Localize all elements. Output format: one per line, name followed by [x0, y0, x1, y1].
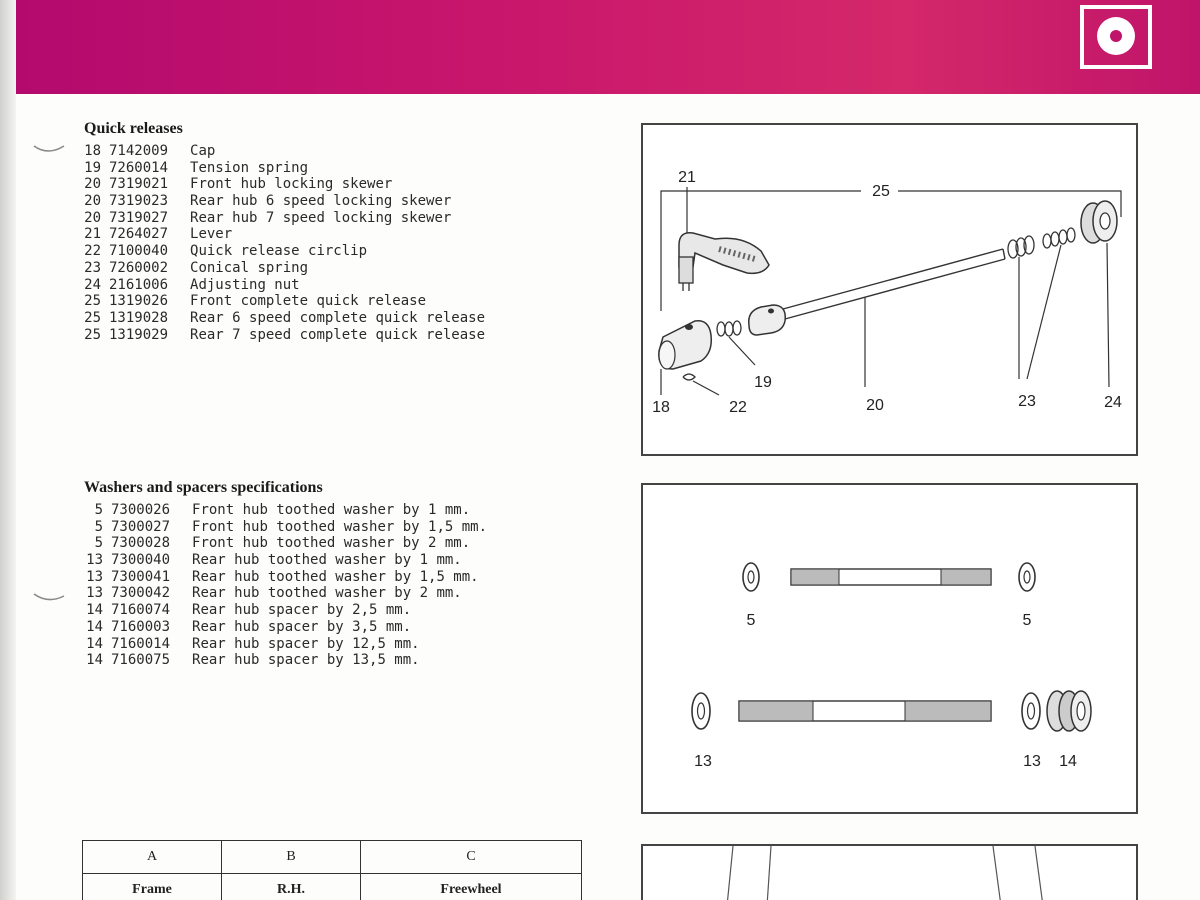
part-reference-number: 24 — [84, 276, 101, 293]
table-header-c: C — [361, 841, 582, 874]
list-item — [84, 519, 487, 536]
part-code: 7100040 — [109, 243, 169, 260]
label-19: 19 — [754, 374, 772, 391]
label-14: 14 — [1059, 753, 1077, 770]
list-item — [84, 277, 485, 294]
part-description: Conical spring — [190, 259, 309, 276]
part-code: 7160003 — [111, 618, 171, 635]
part-code: 1319029 — [109, 326, 169, 343]
part-reference-number: 13 — [86, 568, 103, 585]
part-code: 7300026 — [111, 502, 171, 518]
part-code: 7142009 — [109, 143, 169, 159]
part-description: Rear hub spacer by 13,5 mm. — [192, 652, 420, 669]
page-edge-shadow — [0, 0, 16, 900]
part-code: 7319027 — [109, 209, 169, 226]
label-13-right: 13 — [1023, 753, 1041, 770]
table-row — [83, 841, 582, 874]
part-description: Rear hub spacer by 12,5 mm. — [192, 635, 420, 652]
part-reference-number: 20 — [84, 209, 101, 226]
list-item — [84, 243, 485, 260]
part-description: Rear hub toothed washer by 2 mm. — [192, 585, 462, 602]
part-description: Front complete quick release — [190, 293, 427, 310]
part-reference-number: 20 — [84, 176, 101, 193]
part-reference-number: 25 — [84, 293, 101, 310]
part-code: 7300040 — [111, 552, 171, 569]
part-description: Front hub locking skewer — [190, 176, 393, 193]
part-reference-number: 23 — [84, 259, 101, 276]
table-cell-rh: R.H. — [222, 874, 361, 900]
part-code: 7319021 — [109, 176, 169, 193]
part-reference-number: 14 — [86, 602, 103, 619]
list-item — [84, 552, 487, 569]
part-description: Rear 6 speed complete quick release — [190, 309, 486, 326]
label-21: 21 — [678, 169, 696, 186]
part-reference-number: 5 — [94, 518, 103, 535]
binder-mark-icon — [30, 138, 70, 158]
part-code: 7160014 — [111, 635, 171, 652]
list-item — [84, 226, 485, 243]
part-code: 7300042 — [111, 585, 171, 602]
washers-title: Washers and spacers specifications — [84, 479, 323, 496]
part-code: 7260002 — [109, 259, 169, 276]
list-item — [84, 260, 485, 277]
list-item — [84, 160, 485, 177]
label-5-right: 5 — [1022, 612, 1032, 629]
list-item — [84, 636, 487, 653]
spec-table — [82, 840, 582, 900]
part-code: 7160075 — [111, 652, 171, 669]
table-header-a: A — [83, 841, 222, 874]
part-code: 2161006 — [109, 276, 169, 293]
label-18: 18 — [652, 399, 670, 416]
part-description: Rear hub 6 speed locking skewer — [190, 193, 452, 210]
list-item — [84, 535, 487, 552]
part-description: Rear hub spacer by 2,5 mm. — [192, 602, 412, 619]
part-code: 7319023 — [109, 193, 169, 210]
part-description: Rear hub 7 speed locking skewer — [190, 209, 452, 226]
list-item — [84, 569, 487, 586]
part-description: Front hub toothed washer by 1 mm. — [192, 502, 471, 518]
part-reference-number: 13 — [86, 585, 103, 602]
list-item — [84, 176, 485, 193]
part-code: 7300027 — [111, 518, 171, 535]
part-code: 1319028 — [109, 309, 169, 326]
label-20: 20 — [866, 397, 884, 414]
list-item — [84, 327, 485, 344]
part-code: 7160074 — [111, 602, 171, 619]
label-23: 23 — [1018, 393, 1036, 410]
washers-diagram — [643, 485, 1140, 816]
list-item — [84, 310, 485, 327]
bottom-figure-lines — [643, 846, 1140, 900]
part-reference-number: 21 — [84, 226, 101, 243]
list-item — [84, 619, 487, 636]
part-description: Quick release circlip — [190, 243, 368, 260]
list-item — [84, 602, 487, 619]
part-description: Rear hub toothed washer by 1 mm. — [192, 552, 462, 569]
bottom-figure-panel — [641, 844, 1138, 900]
part-description: Rear 7 speed complete quick release — [190, 326, 486, 343]
part-description: Lever — [190, 226, 233, 243]
part-reference-number: 25 — [84, 309, 101, 326]
table-cell-frame: Frame — [83, 874, 222, 900]
list-item — [84, 293, 485, 310]
part-code: 7300041 — [111, 568, 171, 585]
part-reference-number: 20 — [84, 193, 101, 210]
part-code: 7300028 — [111, 535, 171, 552]
table-header-b: B — [222, 841, 361, 874]
label-25: 25 — [872, 183, 890, 200]
part-code: 7260014 — [109, 159, 169, 176]
part-reference-number: 25 — [84, 326, 101, 343]
list-item — [84, 210, 485, 227]
list-item — [84, 502, 487, 519]
part-description: Front hub toothed washer by 1,5 mm. — [192, 518, 488, 535]
part-reference-number: 5 — [94, 502, 103, 518]
table-row — [83, 874, 582, 900]
quick-release-figure-panel — [641, 123, 1138, 456]
brand-logo-icon — [1080, 5, 1152, 69]
label-13-left: 13 — [694, 753, 712, 770]
quick-releases-parts-list — [84, 143, 485, 343]
part-reference-number: 22 — [84, 243, 101, 260]
part-description: Rear hub toothed washer by 1,5 mm. — [192, 568, 479, 585]
part-description: Adjusting nut — [190, 276, 300, 293]
list-item — [84, 193, 485, 210]
part-code: 7264027 — [109, 226, 169, 243]
part-reference-number: 18 — [84, 143, 101, 159]
label-24: 24 — [1104, 394, 1122, 411]
label-5-left: 5 — [746, 612, 756, 629]
part-reference-number: 5 — [94, 535, 103, 552]
part-description: Cap — [190, 143, 216, 159]
list-item — [84, 143, 485, 160]
list-item — [84, 585, 487, 602]
header-band — [16, 0, 1200, 94]
part-reference-number: 13 — [86, 552, 103, 569]
washers-parts-list — [84, 502, 487, 669]
table-cell-freewheel: Freewheel — [361, 874, 582, 900]
part-reference-number: 14 — [86, 618, 103, 635]
part-reference-number: 14 — [86, 652, 103, 669]
label-22: 22 — [729, 399, 747, 416]
list-item — [84, 652, 487, 669]
part-description: Tension spring — [190, 159, 309, 176]
binder-mark-icon — [30, 588, 70, 608]
washers-figure-panel — [641, 483, 1138, 814]
part-reference-number: 14 — [86, 635, 103, 652]
quick-release-diagram — [643, 125, 1140, 458]
part-code: 1319026 — [109, 293, 169, 310]
part-description: Rear hub spacer by 3,5 mm. — [192, 618, 412, 635]
part-reference-number: 19 — [84, 159, 101, 176]
part-description: Front hub toothed washer by 2 mm. — [192, 535, 471, 552]
quick-releases-title: Quick releases — [84, 120, 183, 137]
